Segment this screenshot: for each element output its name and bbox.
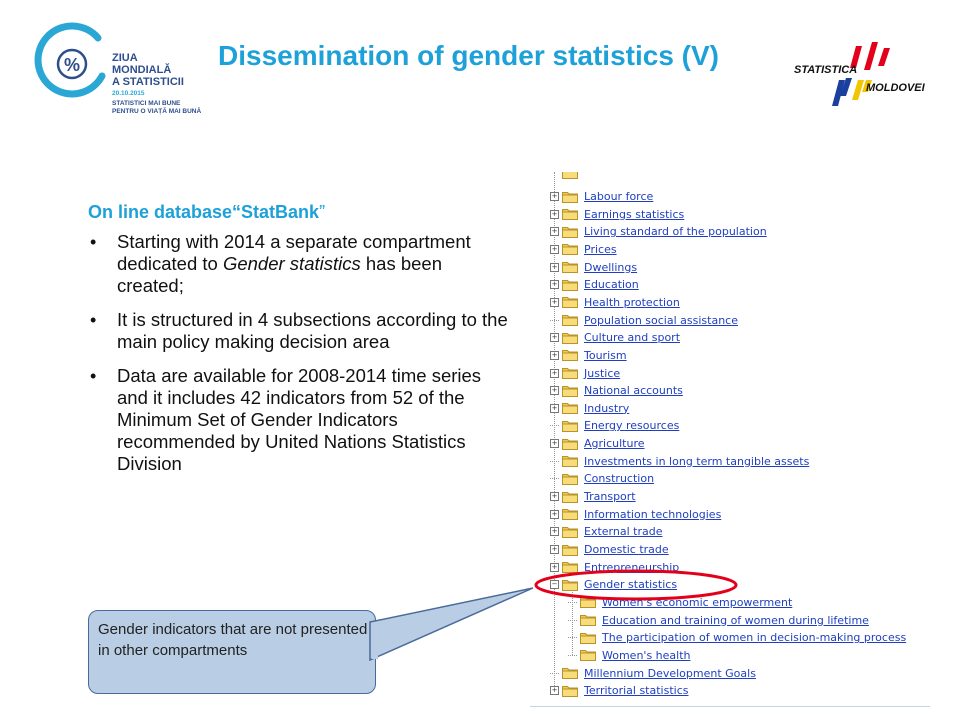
expand-icon[interactable]: +: [551, 527, 558, 536]
content-block: [88, 202, 508, 487]
tree-connector: [550, 478, 559, 479]
tree-item-label[interactable]: Energy resources: [584, 419, 680, 433]
tree-item[interactable]: [550, 312, 738, 329]
folder-icon: [580, 649, 596, 661]
expand-icon[interactable]: +: [551, 545, 558, 553]
folder-icon: [562, 367, 578, 379]
expand-icon[interactable]: +: [551, 386, 558, 395]
divider: [530, 706, 930, 707]
tree-connector: [550, 320, 559, 321]
tree-item-label[interactable]: Gender statistics: [584, 578, 678, 592]
folder-icon: [562, 243, 578, 255]
tree-item[interactable]: [550, 382, 683, 399]
tree-item[interactable]: [550, 329, 680, 346]
tree-item[interactable]: [550, 223, 767, 240]
folder-icon: [562, 261, 578, 273]
tree-connector: [550, 673, 559, 674]
subheading: On line database“StatBank”: [88, 202, 326, 222]
bullet-item: • Starting with 2014 a separate compartment dedicated to Gender statistics has been created;: [88, 231, 508, 297]
tree-connector: [550, 461, 559, 462]
tree-item[interactable]: [550, 365, 620, 382]
tree-item[interactable]: [550, 453, 809, 470]
tree-connector: [568, 637, 577, 638]
statbank-tree: [530, 172, 930, 706]
tree-item[interactable]: [550, 488, 636, 505]
tree-item-label[interactable]: Industry: [584, 401, 630, 415]
tree-item-label[interactable]: Agriculture: [584, 437, 645, 451]
folder-icon: [562, 191, 578, 203]
tree-connector: [568, 655, 577, 656]
tree-item-label[interactable]: Women's economic empowerment: [602, 595, 793, 609]
folder-icon: [562, 491, 578, 503]
folder-icon: [562, 473, 578, 485]
tree-item-label[interactable]: Women's health: [602, 648, 691, 662]
svg-text:%: %: [63, 55, 81, 75]
folder-icon: [562, 226, 578, 238]
bullet-list: [88, 231, 508, 475]
tree-item-label[interactable]: Justice: [584, 366, 621, 380]
tree-item-label[interactable]: Transport: [584, 490, 636, 504]
tree-item-label[interactable]: The participation of women in decision-making process: [602, 631, 907, 645]
collapse-icon[interactable]: −: [551, 580, 558, 589]
expand-icon[interactable]: +: [551, 192, 558, 200]
tree-item-label[interactable]: Health protection: [584, 295, 680, 309]
expand-icon[interactable]: +: [551, 686, 558, 695]
tree-item[interactable]: [550, 347, 627, 364]
folder-icon: [580, 632, 596, 644]
expand-icon[interactable]: +: [551, 439, 558, 448]
tree-item-label[interactable]: Labour force: [584, 190, 654, 203]
tree-item[interactable]: [568, 647, 691, 664]
folder-icon: [562, 385, 578, 397]
tree-item[interactable]: [550, 559, 679, 576]
bullet-item: • It is structured in 4 subsections according to the main policy making decision area: [88, 309, 508, 353]
tree-item-label[interactable]: Entrepreneurship: [584, 560, 680, 574]
expand-icon[interactable]: +: [551, 280, 558, 289]
tree-item[interactable]: [550, 665, 756, 682]
page-title: Dissemination of gender statistics (V): [218, 40, 719, 71]
tree-item[interactable]: [550, 241, 617, 258]
logo-text-mondiala: MONDIALĂ: [112, 64, 172, 76]
tree-item-label[interactable]: Information technologies: [584, 507, 722, 521]
folder-icon: [562, 667, 578, 679]
tree-item-label[interactable]: Millennium Development Goals: [584, 666, 756, 680]
tree-item-label[interactable]: Construction: [584, 472, 655, 486]
logo-slogan-2: PENTRU O VIAȚĂ MAI BUNĂ: [112, 108, 202, 115]
tree-item-label[interactable]: Tourism: [584, 348, 627, 362]
folder-icon: [562, 402, 578, 414]
tree-item-label[interactable]: Dwellings: [584, 260, 638, 274]
folder-icon: [562, 455, 578, 467]
expand-icon[interactable]: +: [551, 333, 558, 342]
tree-connector: [568, 620, 577, 621]
callout-pointer: [370, 588, 533, 660]
expand-icon[interactable]: +: [551, 209, 558, 218]
folder-icon: [562, 526, 578, 538]
folder-icon: [562, 438, 578, 450]
folder-icon: [562, 544, 578, 556]
tree-item-label[interactable]: Earnings statistics: [584, 207, 685, 221]
tree-item-label[interactable]: Living standard of the population: [584, 225, 767, 239]
folder-icon: [562, 279, 578, 291]
folder-icon: [562, 420, 578, 432]
logo-statistica-moldovei: [792, 40, 932, 110]
tree-item[interactable]: [550, 506, 721, 523]
tree-item[interactable]: [568, 612, 869, 629]
logo-slogan-1: STATISTICI MAI BUNE: [112, 100, 181, 107]
bullet-item: • Data are available for 2008-2014 time series and it includes 42 indicators from 52 of the Minimum Set of Gender Indicators recommended by United Nations Statistics Division: [88, 365, 508, 475]
logo-text-moldovei: MOLDOVEI: [866, 82, 925, 94]
tree-item[interactable]: [568, 594, 792, 611]
folder-icon: [562, 314, 578, 326]
folder-icon: [580, 614, 596, 626]
tree-item[interactable]: [550, 682, 688, 699]
folder-icon: [562, 332, 578, 344]
tree-item[interactable]: [550, 541, 669, 558]
tree-item[interactable]: [550, 276, 639, 293]
tree-item[interactable]: [550, 294, 680, 311]
logo-text-ziua: ZIUA: [112, 52, 138, 64]
tree-item-label[interactable]: Education: [584, 278, 639, 292]
tree-item-label[interactable]: Investments in long term tangible assets: [584, 454, 810, 468]
logo-text-statisticii: A STATISTICII: [112, 76, 184, 88]
folder-icon: [562, 561, 578, 573]
folder-icon: [562, 579, 578, 591]
logo-date: 20.10.2015: [112, 90, 145, 97]
tree-item-label[interactable]: National accounts: [584, 384, 683, 398]
tree-item-label[interactable]: Culture and sport: [584, 331, 681, 345]
tree-item[interactable]: [550, 470, 654, 487]
callout-box: Gender indicators that are not presented in other compartments: [88, 610, 376, 694]
tree-item[interactable]: [550, 259, 637, 276]
logo-world-statistics-day: [30, 18, 220, 138]
tree-item-label[interactable]: Territorial statistics: [584, 684, 689, 698]
logo-text-statistica: STATISTICA: [794, 64, 858, 76]
expand-icon[interactable]: +: [551, 562, 558, 571]
folder-icon: [562, 208, 578, 220]
folder-icon: [562, 685, 578, 697]
expand-icon[interactable]: +: [551, 350, 558, 359]
tree-item-label[interactable]: External trade: [584, 525, 663, 539]
expand-icon[interactable]: +: [551, 492, 558, 501]
folder-icon: [562, 296, 578, 308]
expand-icon[interactable]: +: [551, 262, 558, 271]
folder-icon: [562, 349, 578, 361]
tree-item[interactable]: [550, 523, 662, 540]
tree-item-label[interactable]: Education and training of women during lifetime: [602, 613, 869, 627]
tree-connector: [550, 425, 559, 426]
tree-row-partial: [562, 172, 584, 181]
tree-item[interactable]: [550, 206, 684, 223]
expand-icon[interactable]: +: [551, 509, 558, 518]
tree-item[interactable]: [550, 400, 629, 417]
expand-icon[interactable]: +: [551, 368, 558, 377]
expand-icon[interactable]: +: [551, 227, 558, 236]
tree-item[interactable]: [550, 435, 645, 452]
tree-item[interactable]: [550, 188, 653, 205]
expand-icon[interactable]: +: [551, 244, 558, 253]
expand-icon[interactable]: +: [551, 297, 558, 306]
folder-icon: [562, 172, 578, 179]
tree-connector: [568, 602, 577, 603]
folder-icon: [562, 508, 578, 520]
tree-item-label[interactable]: Domestic trade: [584, 543, 669, 556]
percent-circle-icon: [30, 18, 110, 118]
tree-item[interactable]: [568, 629, 906, 646]
expand-icon[interactable]: +: [551, 403, 558, 412]
tree-item-label[interactable]: Population social assistance: [584, 313, 738, 327]
tree-item-label[interactable]: Prices: [584, 242, 617, 256]
tree-item[interactable]: [550, 576, 677, 593]
tree-item[interactable]: [550, 417, 679, 434]
folder-icon: [580, 596, 596, 608]
